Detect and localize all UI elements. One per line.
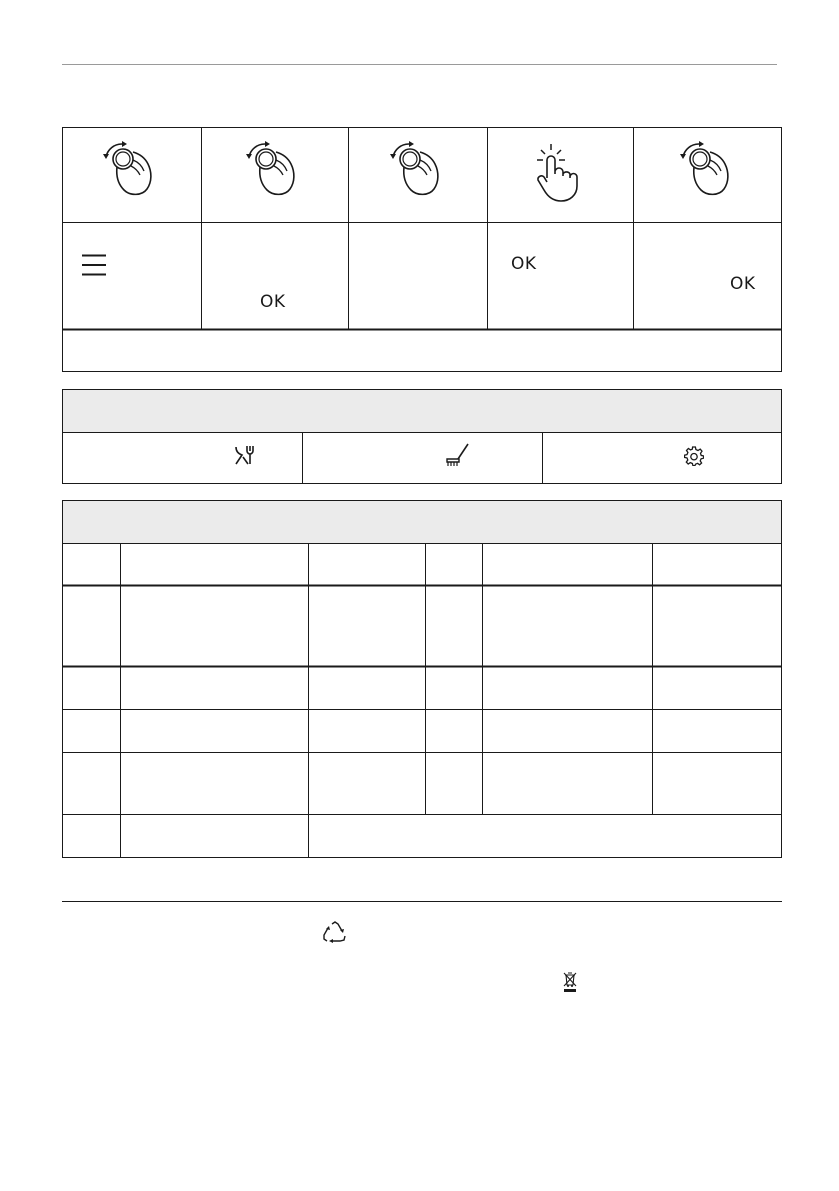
gear-icon: [684, 446, 704, 466]
ok-button-label: OK: [511, 254, 537, 274]
weee-bin-icon: [562, 971, 578, 993]
menu-icon: [82, 254, 106, 276]
cutlery-icon: [233, 444, 255, 466]
ok-button-label: OK: [730, 274, 756, 294]
rotate-knob-icon: [243, 140, 301, 202]
menu-section-grid: [0, 380, 839, 490]
ok-button-label: OK: [260, 292, 286, 312]
section-rule: [62, 901, 782, 902]
rotate-knob-icon: [677, 140, 735, 202]
recycle-icon: [322, 921, 348, 945]
rotate-knob-icon: [100, 140, 158, 202]
settings-table-grid: [0, 490, 839, 870]
tap-finger-icon: [533, 142, 581, 204]
rotate-knob-icon: [387, 140, 445, 202]
brush-icon: [444, 443, 470, 467]
